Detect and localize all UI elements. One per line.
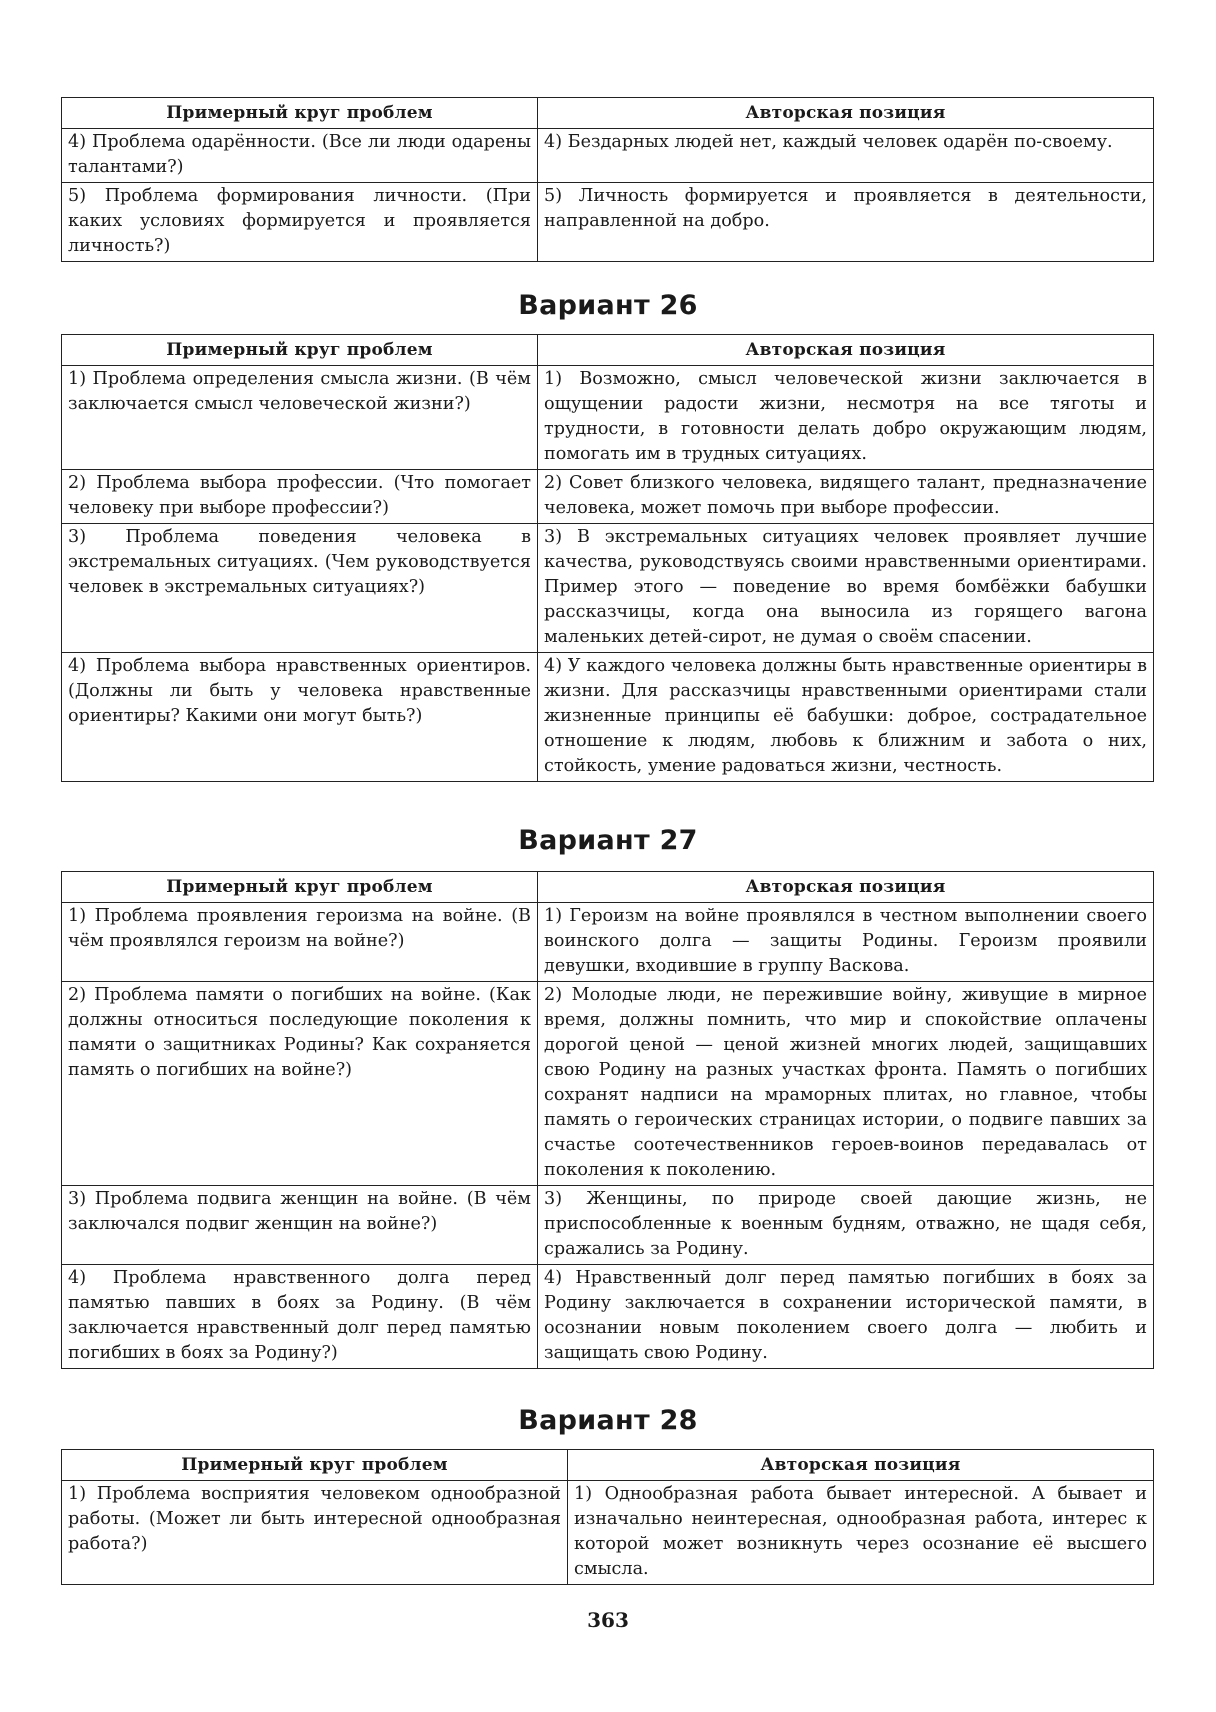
problem-cell: 4) Проблема нравственного долга перед памятью павших в боях за Родину. (В чём заключается нравственный долг перед памятью погибших в боях за Родину?) [62, 1265, 538, 1369]
table-row [62, 982, 1154, 1186]
table-row [62, 1265, 1154, 1369]
table-row [62, 524, 1154, 653]
position-cell: 2) Молодые люди, не пережившие войну, живущие в мирное время, должны помнить, что мир и спокойствие оплачены дорогой ценой — ценой жизней многих людей, защищавших свою Родину на разных участках фронта. Память о погибших сохранят надписи на мраморных плитах, но главное, чтобы память о героических страницах истории, о подвиге павших за счастье соотечественников героев-воинов передавалась от поколения к поколению. [538, 982, 1154, 1186]
column-header-problems: Примерный круг проблем [62, 872, 538, 903]
variant-27-table [61, 871, 1154, 1369]
variant-27-heading: Вариант 27 [518, 825, 698, 856]
position-cell: 1) Однообразная работа бывает интересной. А бывает и изначально неинтересная, однообразная работа, интерес к которой может возникнуть через осознание её высшего смысла. [568, 1481, 1154, 1585]
problem-cell: 2) Проблема выбора профессии. (Что помогает человеку при выборе профессии?) [62, 470, 538, 524]
table-row [62, 1481, 1154, 1585]
table-header-row [62, 98, 1154, 129]
position-cell: 4) У каждого человека должны быть нравственные ориентиры в жизни. Для рассказчицы нравственными ориентирами стали жизненные принципы её бабушки: доброе, сострадательное отношение к людям, любовь к ближним и забота о них, стойкость, умение радоваться жизни, честность. [538, 653, 1154, 782]
table-row [62, 903, 1154, 982]
position-cell: 1) Героизм на войне проявлялся в честном выполнении своего воинского долга — защиты Родины. Героизм проявили девушки, входившие в группу Васкова. [538, 903, 1154, 982]
position-cell: 3) В экстремальных ситуациях человек проявляет лучшие качества, руководствуясь своими нравственными ориентирами. Пример этого — поведение во время бомбёжки бабушки рассказчицы, когда она выносила из горящего вагона маленьких детей-сирот, не думая о своём спасении. [538, 524, 1154, 653]
problem-cell: 1) Проблема проявления героизма на войне. (В чём проявлялся героизм на войне?) [62, 903, 538, 982]
variant-26-table [61, 334, 1154, 782]
position-cell: 3) Женщины, по природе своей дающие жизнь, не приспособленные к военным будням, отважно, не щадя себя, сражались за Родину. [538, 1186, 1154, 1265]
problem-cell: 4) Проблема одарённости. (Все ли люди одарены талантами?) [62, 129, 538, 183]
problem-cell: 4) Проблема выбора нравственных ориентиров. (Должны ли быть у человека нравственные ориентиры? Какими они могут быть?) [62, 653, 538, 782]
column-header-problems: Примерный круг проблем [62, 98, 538, 129]
position-cell: 4) Нравственный долг перед памятью погибших в боях за Родину заключается в сохранении исторической памяти, в осознании новым поколением своего долга — любить и защищать свою Родину. [538, 1265, 1154, 1369]
position-cell: 4) Бездарных людей нет, каждый человек одарён по-своему. [538, 129, 1154, 183]
position-cell: 5) Личность формируется и проявляется в деятельности, направленной на добро. [538, 183, 1154, 262]
column-header-problems: Примерный круг проблем [62, 335, 538, 366]
table-row [62, 653, 1154, 782]
problem-cell: 3) Проблема подвига женщин на войне. (В чём заключался подвиг женщин на войне?) [62, 1186, 538, 1265]
table-row [62, 183, 1154, 262]
problem-cell: 1) Проблема определения смысла жизни. (В чём заключается смысл человеческой жизни?) [62, 366, 538, 470]
table-row [62, 129, 1154, 183]
variant-26-heading: Вариант 26 [518, 290, 698, 321]
column-header-position: Авторская позиция [538, 335, 1154, 366]
problem-cell: 5) Проблема формирования личности. (При каких условиях формируется и проявляется личность?) [62, 183, 538, 262]
table-header-row [62, 872, 1154, 903]
variant-28-heading: Вариант 28 [518, 1405, 698, 1436]
table-row [62, 366, 1154, 470]
table-row [62, 470, 1154, 524]
column-header-problems: Примерный круг проблем [62, 1450, 568, 1481]
table-header-row [62, 335, 1154, 366]
column-header-position: Авторская позиция [538, 872, 1154, 903]
page-number: 363 [587, 1608, 629, 1632]
problems-table-continuation [61, 97, 1154, 262]
position-cell: 1) Возможно, смысл человеческой жизни заключается в ощущении радости жизни, несмотря на все тяготы и трудности, в готовности делать добро окружающим людям, помогать им в трудных ситуациях. [538, 366, 1154, 470]
position-cell: 2) Совет близкого человека, видящего талант, предназначение человека, может помочь при выборе профессии. [538, 470, 1154, 524]
variant-28-table [61, 1449, 1154, 1585]
problem-cell: 2) Проблема памяти о погибших на войне. (Как должны относиться последующие поколения к памяти о защитниках Родины? Как сохраняется память о погибших на войне?) [62, 982, 538, 1186]
problem-cell: 3) Проблема поведения человека в экстремальных ситуациях. (Чем руководствуется человек в экстремальных ситуациях?) [62, 524, 538, 653]
column-header-position: Авторская позиция [568, 1450, 1154, 1481]
column-header-position: Авторская позиция [538, 98, 1154, 129]
table-row [62, 1186, 1154, 1265]
problem-cell: 1) Проблема восприятия человеком однообразной работы. (Может ли быть интересной однообразная работа?) [62, 1481, 568, 1585]
table-header-row [62, 1450, 1154, 1481]
